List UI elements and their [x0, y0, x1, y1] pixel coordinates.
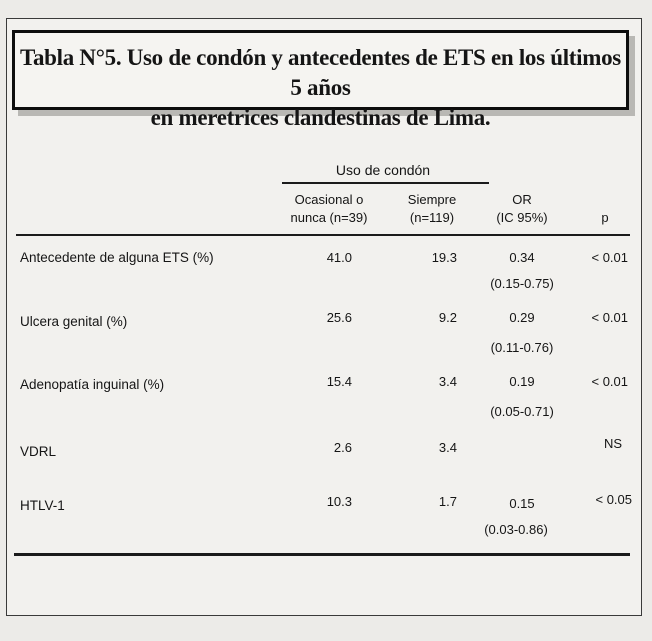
row-3-or: 0.19 [509, 374, 535, 389]
col-header-or-line-1: OR [512, 192, 532, 207]
group-header-uso-de-condon: Uso de condón [335, 162, 431, 178]
col-header-ocasional-line-1: Ocasional o [294, 192, 364, 207]
row-3-label: Adenopatía inguinal (%) [20, 377, 165, 392]
row-3-p: < 0.01 [591, 374, 628, 389]
row-5-ci: (0.03-0.86) [484, 522, 548, 537]
header-rule [16, 234, 630, 236]
col-header-ocasional-line-2: nunca (n=39) [290, 210, 368, 225]
table-title-line-2: en meretrices clandestinas de Lima. [150, 105, 491, 130]
row-2-p: < 0.01 [591, 310, 628, 325]
row-4-siempre: 3.4 [438, 440, 457, 455]
row-5-p: < 0.05 [595, 492, 632, 507]
row-3-ci: (0.05-0.71) [490, 404, 554, 419]
table-title-box [12, 30, 629, 130]
row-1-siempre: 19.3 [431, 250, 457, 265]
row-5-siempre: 1.7 [438, 494, 457, 509]
row-1-or: 0.34 [509, 250, 535, 265]
bottom-rule [14, 553, 630, 556]
row-2-label: Ulcera genital (%) [20, 314, 128, 329]
row-2-ocasional: 25.6 [326, 310, 352, 325]
row-4-p: NS [603, 436, 622, 451]
row-1-p: < 0.01 [591, 250, 628, 265]
row-1-ocasional: 41.0 [326, 250, 352, 265]
col-header-siempre-line-2: (n=119) [409, 210, 455, 225]
row-5-label: HTLV-1 [20, 498, 65, 513]
group-header-rule [282, 182, 489, 184]
row-3-ocasional: 15.4 [326, 374, 352, 389]
col-header-siempre-line-1: Siempre [407, 192, 457, 207]
row-2-ci: (0.11-0.76) [490, 340, 554, 355]
row-2-siempre: 9.2 [438, 310, 457, 325]
row-2-or: 0.29 [509, 310, 535, 325]
row-4-label: VDRL [20, 444, 57, 459]
row-3-siempre: 3.4 [438, 374, 457, 389]
col-header-p: p [601, 210, 609, 225]
table-title-line-1: Tabla N°5. Uso de condón y antecedentes de ETS en los últimos 5 años [20, 45, 621, 100]
row-1-label: Antecedente de alguna ETS (%) [20, 250, 214, 265]
col-header-or-line-2: (IC 95%) [496, 210, 548, 225]
table-title [15, 43, 626, 133]
row-5-or: 0.15 [509, 496, 535, 511]
row-5-ocasional: 10.3 [326, 494, 352, 509]
row-1-ci: (0.15-0.75) [490, 276, 554, 291]
row-4-ocasional: 2.6 [333, 440, 352, 455]
